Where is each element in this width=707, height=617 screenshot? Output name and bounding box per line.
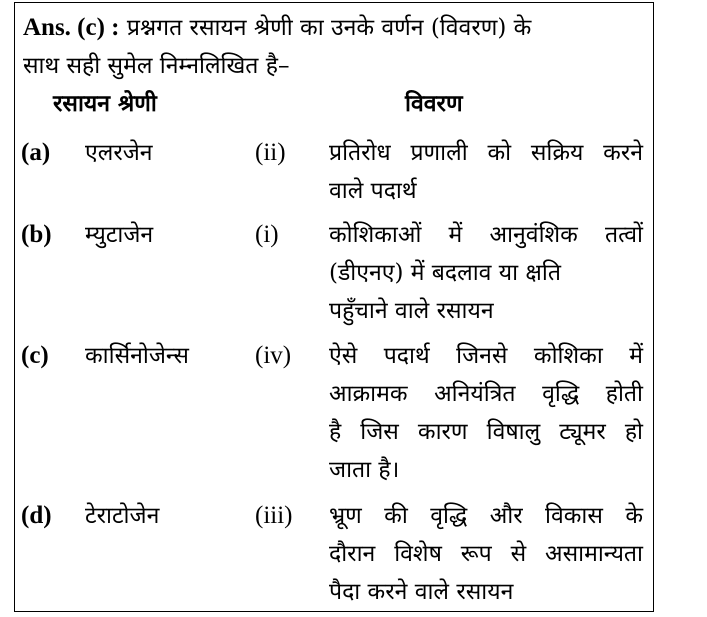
intro-line-1 xyxy=(23,9,643,47)
match-numeral: (ii) xyxy=(255,139,286,166)
row-label: (d) xyxy=(21,502,52,529)
match-numeral: (iv) xyxy=(255,342,292,369)
description-line: जाता है। xyxy=(329,457,400,483)
chemical-name: एलरजेन xyxy=(85,140,153,166)
chemical-name: टेराटोजेन xyxy=(85,503,160,529)
intro-line-2: साथ सही सुमेल निम्नलिखित है– xyxy=(23,53,290,79)
answer-box xyxy=(14,2,654,612)
description xyxy=(329,497,643,611)
match-numeral: (i) xyxy=(255,221,279,248)
description xyxy=(329,337,643,489)
description xyxy=(329,134,643,210)
column-header-chemical-class: रसायन श्रेणी xyxy=(53,90,157,117)
column-header-description: विवरण xyxy=(405,90,463,117)
description-line: ऐसे पदार्थ जिनसे कोशिका में xyxy=(329,343,643,369)
description-line: वाले पदार्थ xyxy=(329,178,417,204)
description-line: कोशिकाओं में आनुवंशिक तत्वों xyxy=(329,222,643,248)
row-label: (c) xyxy=(21,342,49,369)
description-line: है जिस कारण विषालु ट्यूमर हो xyxy=(329,419,643,445)
description-line: दौरान विशेष रूप से असामान्यता xyxy=(329,541,643,567)
intro-text-1: प्रश्नगत रसायन श्रेणी का उनके वर्णन (विवरण) के xyxy=(126,15,532,41)
description-line: (डीएनए) में बदलाव या क्षति xyxy=(329,260,561,286)
row-label: (b) xyxy=(21,221,52,248)
description-line: भ्रूण की वृद्धि और विकास के xyxy=(329,503,643,529)
description-line: पैदा करने वाले रसायन xyxy=(329,579,514,605)
intro-paragraph xyxy=(23,9,643,85)
chemical-name: म्युटाजेन xyxy=(85,222,154,248)
chemical-name: कार्सिनोजेन्स xyxy=(85,343,189,369)
description-line: पहुँचाने वाले रसायन xyxy=(329,298,494,324)
row-label: (a) xyxy=(21,139,51,166)
description-line: प्रतिरोध प्रणाली को सक्रिय करने xyxy=(329,140,643,166)
description xyxy=(329,216,643,330)
answer-label: Ans. (c) : xyxy=(23,14,120,41)
match-numeral: (iii) xyxy=(255,502,293,529)
description-line: आक्रामक अनियंत्रित वृद्धि होती xyxy=(329,381,643,407)
